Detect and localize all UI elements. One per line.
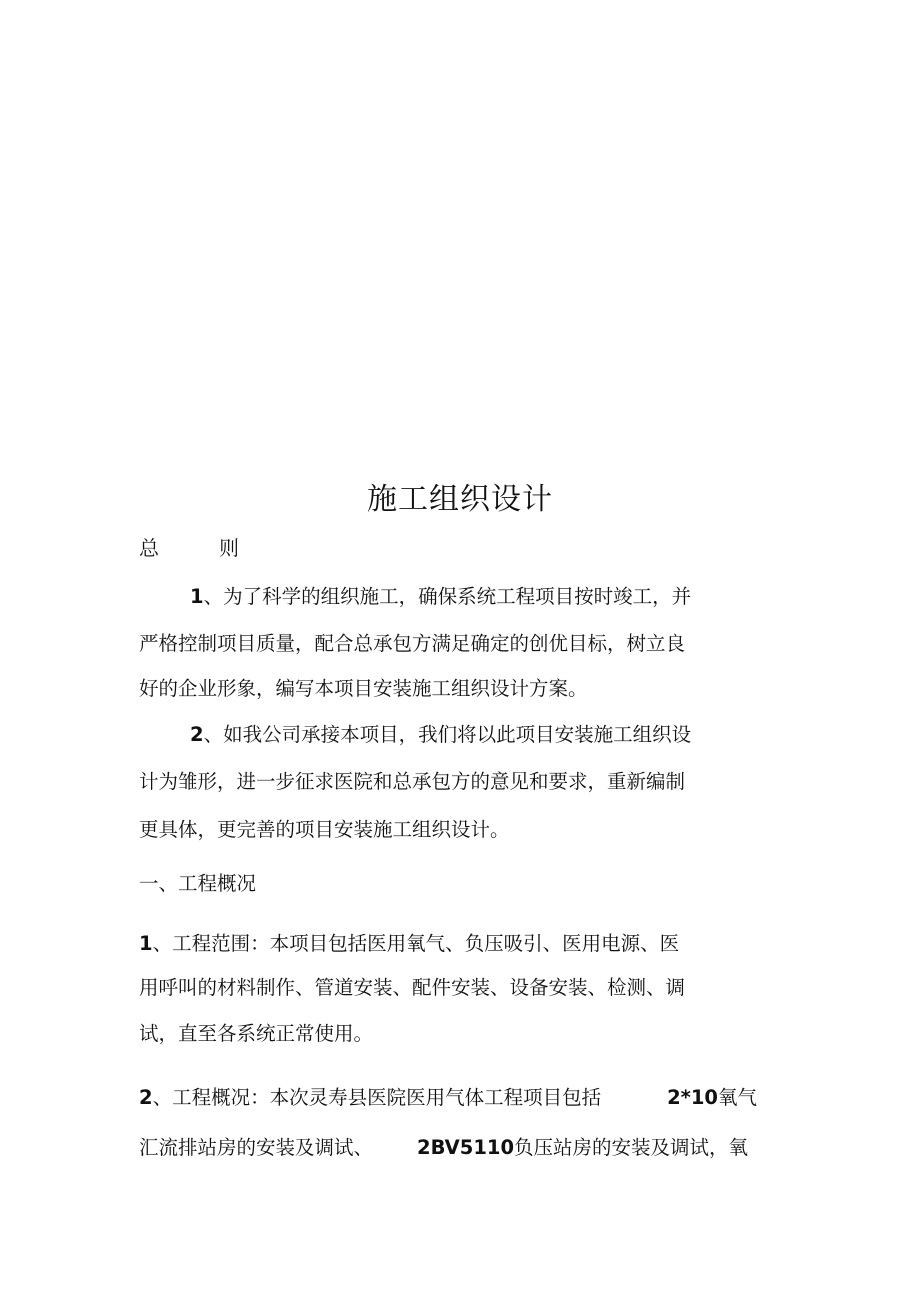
- item-1-line-2: 用呼叫的材料制作、管道安装、配件安装、设备安装、检测、调: [139, 976, 686, 999]
- document-title: 施工组织设计: [367, 482, 553, 517]
- general-heading-right: 则: [219, 536, 239, 560]
- item-2-model: 2BV5110: [417, 1136, 515, 1159]
- paragraph-1-line-1: [190, 582, 691, 612]
- section-1-heading: 一、工程概况: [139, 872, 257, 895]
- paragraph-2-line-3: 更具体，更完善的项目安装施工组织设计。: [139, 818, 510, 841]
- item-1-number: 1: [139, 932, 153, 955]
- item-2-text-1c: 氧气: [718, 1086, 758, 1109]
- paragraph-2-number: 2: [190, 723, 204, 746]
- item-1-line-3: 试，直至各系统正常使用。: [139, 1022, 374, 1045]
- paragraph-1-line-3: 好的企业形象，编写本项目安装施工组织设计方案。: [139, 677, 588, 700]
- item-2-text-2a: 汇流排站房的安装及调试、: [139, 1136, 374, 1159]
- paragraph-1-text-1: 、为了科学的组织施工，确保系统工程项目按时竣工，并: [203, 585, 692, 608]
- item-2-number: 2: [139, 1086, 153, 1109]
- item-2-quantity: 2*10: [667, 1086, 718, 1109]
- item-2-text-1a: 、工程概况：本次灵寿县医院医用气体工程项目包括: [152, 1086, 602, 1109]
- general-heading-left: 总: [139, 536, 159, 560]
- paragraph-2-text-1: 、如我公司承接本项目，我们将以此项目安装施工组织设: [203, 723, 692, 746]
- paragraph-2-line-2: 计为雏形，进一步征求医院和总承包方的意见和要求，重新编制: [139, 770, 686, 793]
- paragraph-2-line-1: [190, 720, 691, 750]
- item-1-line-1: [139, 929, 679, 959]
- item-2-text-2c: 负压站房的安装及调试，氧: [514, 1136, 749, 1159]
- paragraph-1-line-2: 严格控制项目质量，配合总承包方满足确定的创优目标，树立良: [139, 632, 686, 655]
- paragraph-1-number: 1: [190, 585, 204, 608]
- item-2-line-2: [139, 1133, 748, 1163]
- item-2-line-1: [139, 1083, 757, 1113]
- general-heading: [139, 533, 239, 563]
- item-1-text-1: 、工程范围：本项目包括医用氧气、负压吸引、医用电源、医: [152, 932, 680, 955]
